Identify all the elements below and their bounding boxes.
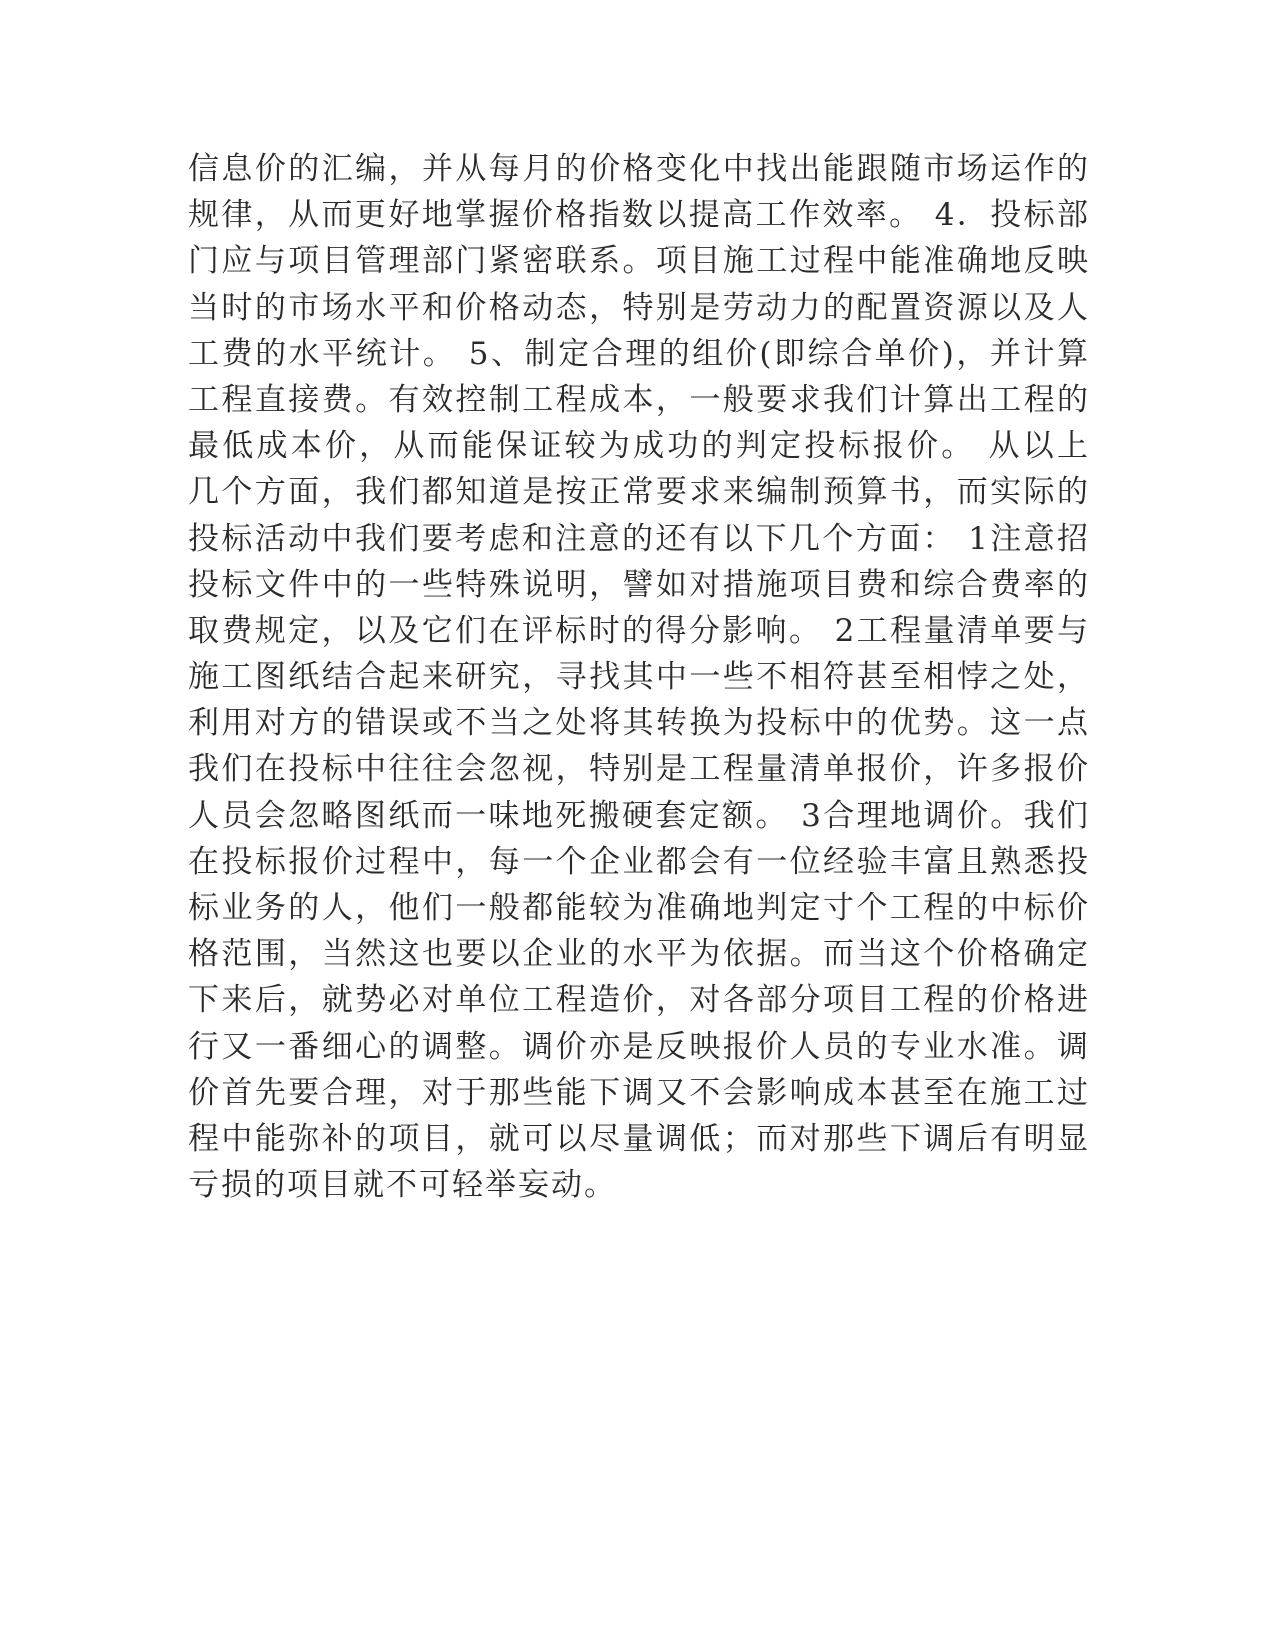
text-line: 人员会忽略图纸而一味地死搬硬套定额。 3合理地调价。我们 xyxy=(188,797,1088,834)
text-line: 格范围，当然这也要以企业的水平为依据。而当这个价格确定 xyxy=(188,936,1088,973)
text-line: 规律，从而更好地掌握价格指数以提高工作效率。 4．投标部 xyxy=(188,197,1088,234)
text-line: 门应与项目管理部门紧密联系。项目施工过程中能准确地反映 xyxy=(188,243,1088,280)
text-line: 当时的市场水平和价格动态，特别是劳动力的配置资源以及人 xyxy=(188,289,1088,326)
text-line: 最低成本价，从而能保证较为成功的判定投标报价。 从以上 xyxy=(188,428,1088,465)
text-line: 行又一番细心的调整。调价亦是反映报价人员的专业水准。调 xyxy=(188,1028,1088,1065)
text-line: 利用对方的错误或不当之处将其转换为投标中的优势。这一点 xyxy=(188,705,1088,742)
text-line: 取费规定，以及它们在评标时的得分影响。 2工程量清单要与 xyxy=(188,612,1088,649)
text-line: 投标活动中我们要考虑和注意的还有以下几个方面： 1注意招 xyxy=(188,520,1088,557)
text-line: 几个方面，我们都知道是按正常要求来编制预算书，而实际的 xyxy=(188,474,1088,511)
text-line: 程中能弥补的项目，就可以尽量调低；而对那些下调后有明显 xyxy=(188,1120,1088,1157)
text-line: 工程直接费。有效控制工程成本，一般要求我们计算出工程的 xyxy=(188,381,1088,418)
text-line: 投标文件中的一些特殊说明，譬如对措施项目费和综合费率的 xyxy=(188,566,1088,603)
text-line: 下来后，就势必对单位工程造价，对各部分项目工程的价格进 xyxy=(188,982,1088,1019)
text-line: 工费的水平统计。 5、制定合理的组价(即综合单价)，并计算 xyxy=(188,335,1088,372)
text-line: 信息价的汇编，并从每月的价格变化中找出能跟随市场运作的 xyxy=(188,151,1088,187)
text-line: 标业务的人，他们一般都能较为准确地判定寸个工程的中标价 xyxy=(188,890,1088,926)
text-line: 在投标报价过程中，每一个企业都会有一位经验丰富且熟悉投 xyxy=(188,843,1088,880)
text-line: 价首先要合理，对于那些能下调又不会影响成本甚至在施工过 xyxy=(188,1074,1088,1111)
text-line-last: 亏损的项目就不可轻举妄动。 xyxy=(188,1167,617,1204)
text-line: 我们在投标中往往会忽视，特别是工程量清单报价，许多报价 xyxy=(188,751,1088,788)
body-text xyxy=(188,146,1088,1208)
text-line: 施工图纸结合起来研究，寻找其中一些不相符甚至相悖之处， xyxy=(188,659,1088,696)
